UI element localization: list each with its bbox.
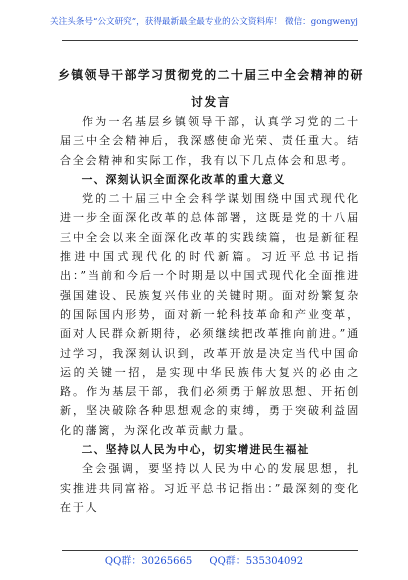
section-1-heading: 一、深刻认识全面深化改革的重大意义 <box>81 172 286 186</box>
header-banner: 关注头条号“公文研究”，获得最新最全最专业的公文资料库！ 微信：gongwenyj <box>50 17 358 27</box>
footer-qq-group-2: QQ群：535304092 <box>209 556 304 567</box>
document-body <box>60 112 360 517</box>
footer-qq-group-1: QQ群：30265665 <box>104 556 193 567</box>
document-title: 乡镇领导干部学习贯彻党的二十届三中全会精神的研讨发言 <box>58 68 364 109</box>
section-1-paragraph: 党的二十届三中全会科学谋划围绕中国式现代化进一步全面深化改革的总体部署，这既是党的十八届三中全会以来全面深化改革的实践续篇，也是新征程推进中国式现代化的时代新篇。习近平总书记指出：”当前和今后一个时期是以中国式现代化全面推进强国建设、民族复兴伟业的关键时期。面对纷繁复杂的国际国内形势，面对新一轮科技革命和产业变革，面对人民群众新期待，必须继续把改革推向前进。”通过学习，我深刻认识到，改革开放是决定当代中国命运的关键一招，是实现中华民族伟大复兴的必由之路。作为基层干部，我们必须勇于解放思想、开拓创新，坚决破除各种思想观念的束缚，勇于突破利益固化的藩篱，为深化改革贡献力量。 <box>60 192 360 437</box>
header-divider <box>62 40 358 41</box>
section-2-paragraph: 全会强调，要坚持以人民为中心的发展思想，扎实推进共同富裕。习近平总书记指出：”最深刻的变化在于人 <box>60 462 360 514</box>
section-2-heading: 二、坚持以人民为中心，切实增进民生福祉 <box>81 443 310 457</box>
footer-contacts <box>0 553 408 571</box>
footer-divider <box>62 550 358 551</box>
intro-paragraph: 作为一名基层乡镇领导干部，认真学习党的二十届三中全会精神后，我深感使命光荣、责任重大。结合全会精神和实际工作，我有以下几点体会和思考。 <box>60 115 360 167</box>
